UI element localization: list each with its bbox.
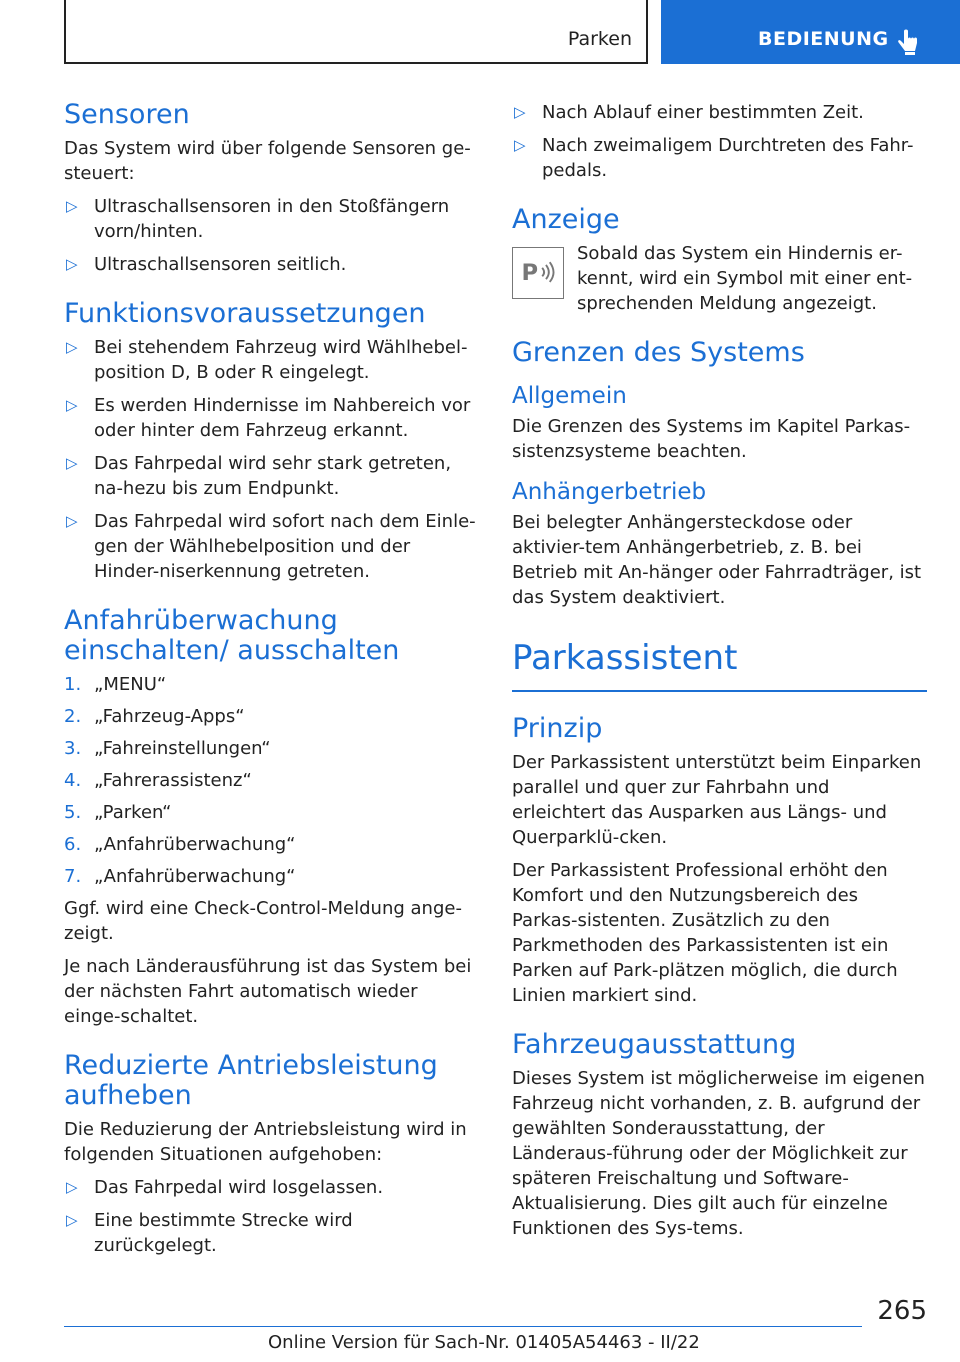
heading-anhaengerbetrieb: Anhängerbetrieb	[512, 479, 707, 505]
triangle-bullet-icon: ▷	[66, 396, 78, 414]
triangle-bullet-icon: ▷	[66, 197, 78, 215]
heading-sensoren: Sensoren	[64, 99, 190, 130]
list-item: ▷ Ultraschallsensoren in den Stoßfängern vorn/hinten.	[66, 196, 450, 242]
step-item: 6. „Anfahrüberwachung“	[64, 834, 296, 855]
footer-version-text: Online Version für Sach-Nr. 01405A54463 - II/22	[268, 1332, 700, 1353]
heading-prinzip: Prinzip	[512, 713, 603, 744]
header-chapter-tab[interactable]	[661, 0, 960, 64]
list-item: ▷ Ultraschallsensoren seitlich.	[66, 254, 347, 275]
heading-reduziert: Reduzierte Antriebsleistung aufheben	[64, 1050, 438, 1111]
section-reduziert	[64, 1051, 479, 1258]
step-item: 2. „Fahrzeug-Apps“	[64, 706, 245, 727]
reduziert-list-continued	[512, 100, 927, 183]
list-item: ▷ Das Fahrpedal wird losgelassen.	[66, 1177, 384, 1198]
reduziert-list	[64, 1175, 479, 1258]
step-item: 3. „Fahreinstellungen“	[64, 738, 271, 759]
funktion-list	[64, 335, 479, 584]
list-item: ▷ Das Fahrpedal wird sofort nach dem Einle-gen der Wählhebelposition und der Hinder-niserkennung getreten.	[66, 511, 476, 582]
prinzip-text-2: Der Parkassistent Professional erhöht den Komfort und den Nutzungsbereich des Parkas-sistenten. Zusätzlich zu den Parkmethoden des Parkassistenten ist ein Parken auf Park-plätzen möglich, die durch Linien markiert sind.	[512, 860, 898, 1006]
list-item: ▷ Nach Ablauf einer bestimmten Zeit.	[514, 102, 864, 123]
step-item: 7. „Anfahrüberwachung“	[64, 866, 296, 887]
section-sensoren	[64, 100, 479, 277]
right-column	[512, 100, 927, 1249]
left-column	[64, 100, 479, 1266]
prinzip-text-1: Der Parkassistent unterstützt beim Einparken parallel und quer zur Fahrbahn und erleichtert das Ausparken aus Längs- und Querparklü-cken.	[512, 752, 922, 848]
heading-grenzen: Grenzen des Systems	[512, 337, 805, 368]
triangle-bullet-icon: ▷	[66, 454, 78, 472]
park-sensor-icon	[512, 247, 564, 299]
triangle-bullet-icon: ▷	[66, 255, 78, 273]
list-item: ▷ Nach zweimaligem Durchtreten des Fahr-pedals.	[514, 135, 914, 181]
fahrzeugausstattung-text: Dieses System ist möglicherweise im eigenen Fahrzeug nicht vorhanden, z. B. aufgrund der gewählten Sonderausstattung, der Länderaus-führung oder der Möglichkeit zur späteren Freischaltung und Software-Aktualisierung. Dies gilt auch für einzelne Funktionen des Sys-tems.	[512, 1068, 925, 1239]
anfahr-steps	[64, 672, 479, 889]
step-item: 4. „Fahrerassistenz“	[64, 770, 252, 791]
section-parkassistent	[512, 638, 927, 1241]
section-funktion	[64, 299, 479, 584]
header-section-box	[64, 0, 648, 64]
triangle-bullet-icon: ▷	[514, 103, 526, 121]
svg-text:P: P	[521, 260, 539, 287]
triangle-bullet-icon: ▷	[66, 512, 78, 530]
heading-allgemein: Allgemein	[512, 383, 627, 409]
heading-funktion: Funktionsvoraussetzungen	[64, 298, 426, 329]
footer-divider	[64, 1326, 862, 1327]
sensoren-intro: Das System wird über folgende Sensoren ge-steuert:	[64, 138, 471, 184]
step-item: 1. „MENU“	[64, 674, 167, 695]
list-item: ▷ Es werden Hindernisse im Nahbereich vor oder hinter dem Fahrzeug erkannt.	[66, 395, 471, 441]
list-item: ▷ Bei stehendem Fahrzeug wird Wählhebel-position D, B oder R eingelegt.	[66, 337, 468, 383]
step-item: 5. „Parken“	[64, 802, 172, 823]
list-item: ▷ Das Fahrpedal wird sehr stark getreten, na-hezu bis zum Endpunkt.	[66, 453, 452, 499]
anhaengerbetrieb-text: Bei belegter Anhängersteckdose oder aktivier-tem Anhängerbetrieb, z. B. bei Betrieb mit An-hänger oder Fahrradträger, ist das System deaktiviert.	[512, 512, 922, 608]
triangle-bullet-icon: ▷	[66, 1211, 78, 1229]
sensoren-list	[64, 194, 479, 277]
header-chapter-label: BEDIENUNG	[758, 28, 889, 50]
heading-fahrzeugausstattung: Fahrzeugausstattung	[512, 1029, 797, 1060]
heading-anzeige: Anzeige	[512, 204, 620, 235]
triangle-bullet-icon: ▷	[66, 1178, 78, 1196]
header-section-title: Parken	[567, 28, 632, 50]
anzeige-block	[512, 241, 927, 316]
triangle-bullet-icon: ▷	[514, 136, 526, 154]
heading-anfahr: Anfahrüberwachung einschalten/ ausschalten	[64, 605, 400, 666]
section-anzeige	[512, 205, 927, 316]
allgemein-text: Die Grenzen des Systems im Kapitel Parkas-sistenzsysteme beachten.	[512, 416, 911, 462]
anfahr-note-1: Ggf. wird eine Check-Control-Meldung ange-zeigt.	[64, 898, 462, 944]
page-number: 265	[877, 1296, 927, 1326]
anzeige-text: Sobald das System ein Hindernis er-kennt, wird ein Symbol mit einer ent-sprechenden Meldung angezeigt.	[577, 243, 913, 314]
list-item: ▷ Eine bestimmte Strecke wird zurückgelegt.	[66, 1210, 353, 1256]
anfahr-note-2: Je nach Länderausführung ist das System bei der nächsten Fahrt automatisch wieder einge-schaltet.	[64, 956, 472, 1027]
section-grenzen	[512, 338, 927, 610]
reduziert-intro: Die Reduzierung der Antriebsleistung wird in folgenden Situationen aufgehoben:	[64, 1119, 467, 1165]
triangle-bullet-icon: ▷	[66, 338, 78, 356]
heading-parkassistent: Parkassistent	[512, 638, 927, 692]
section-anfahr	[64, 606, 479, 1029]
hand-pointer-icon	[895, 28, 921, 56]
